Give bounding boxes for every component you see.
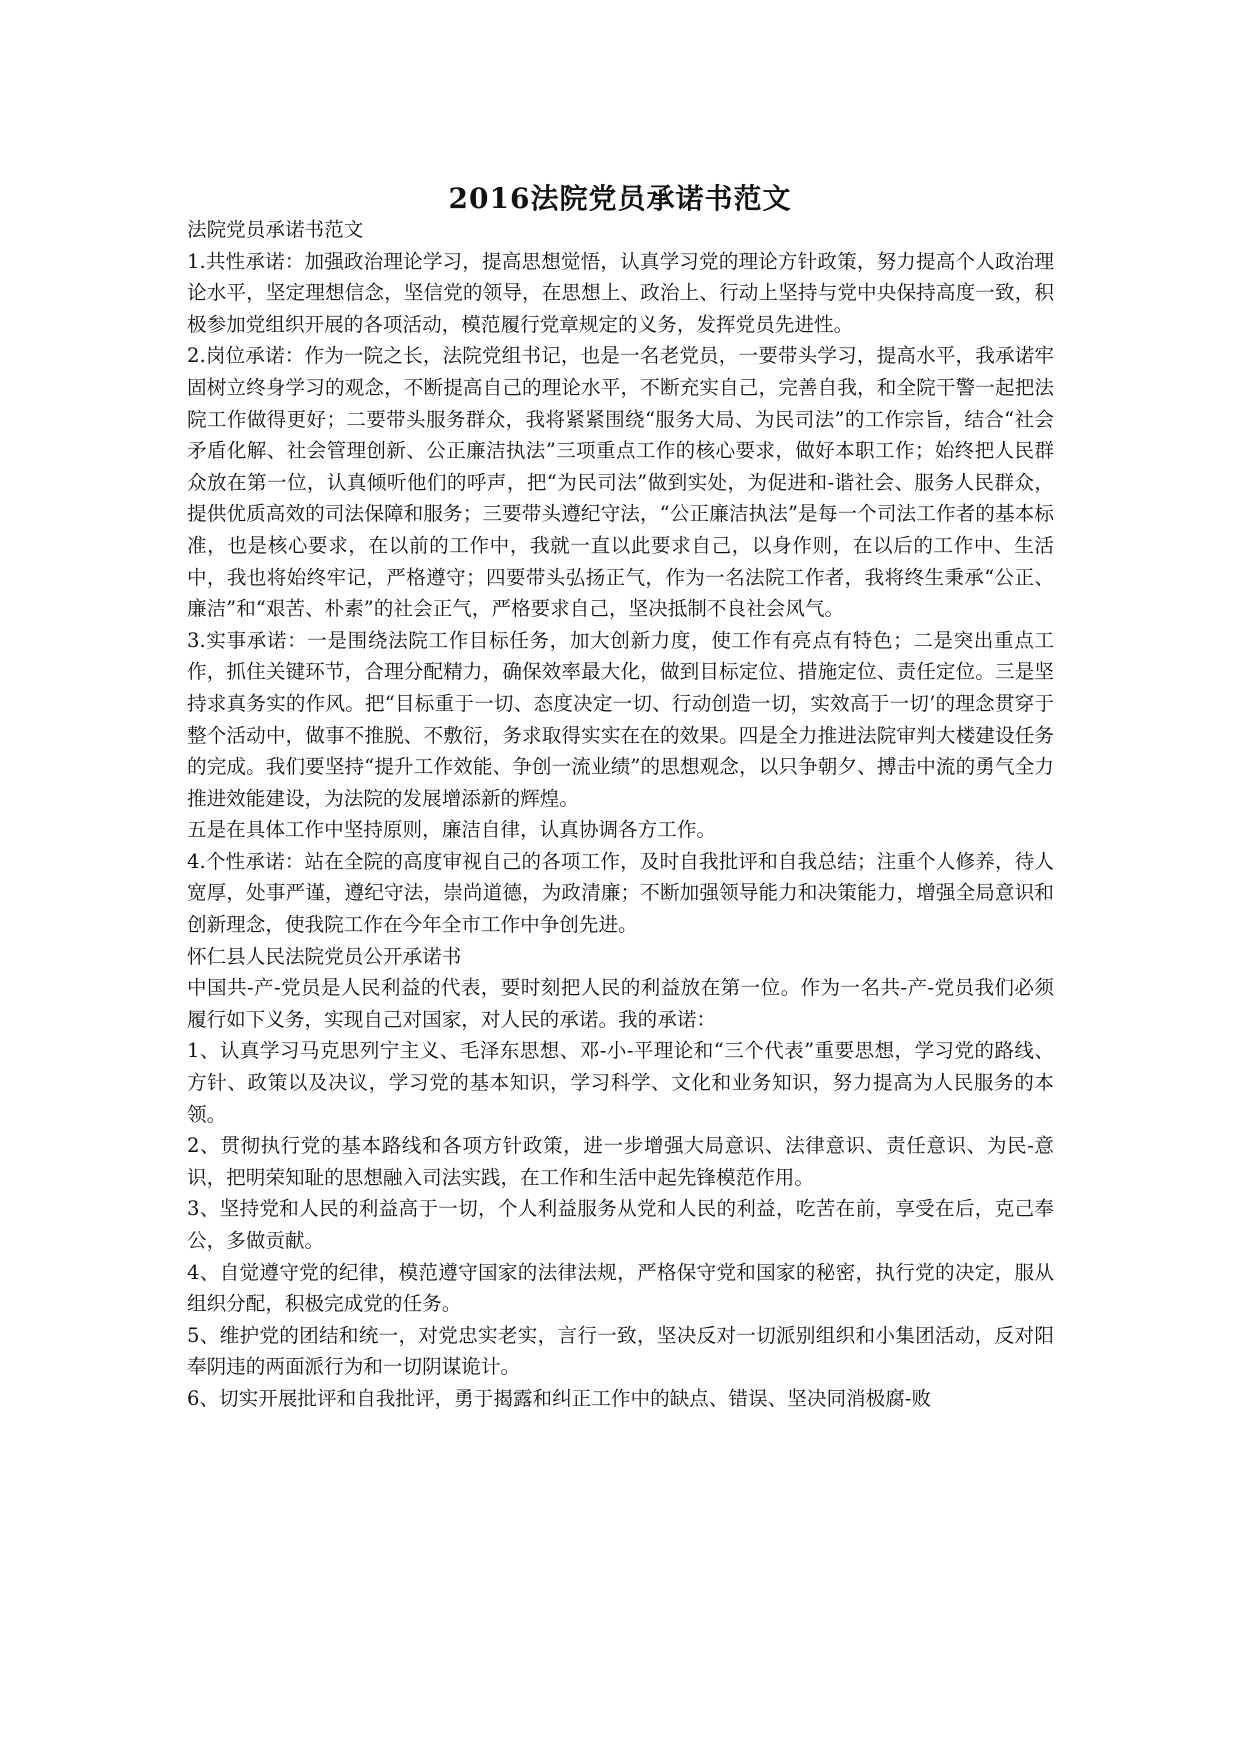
document-body (187, 214, 1054, 1415)
list-item: 2、贯彻执行党的基本路线和各项方针政策，进一步增强大局意识、法律意识、责任意识、为民-意识，把明荣知耻的思想融入司法实践，在工作和生活中起先锋模范作用。 (187, 1134, 1054, 1189)
page-title: 2016法院党员承诺书范文 (448, 181, 792, 215)
paragraph-common-commitment: 1.共性承诺：加强政治理论学习，提高思想觉悟，认真学习党的理论方针政策，努力提高个人政治理论水平，坚定理想信念，坚信党的领导，在思想上、政治上、行动上坚持与党中央保持高度一致，积极参加党组织开展的各项活动，模范履行党章规定的义务，发挥党员先进性。 (187, 249, 1054, 336)
paragraph-personal-commitment: 4.个性承诺：站在全院的高度审视自己的各项工作，及时自我批评和自我总结；注重个人修养，待人宽厚，处事严谨，遵纪守法，崇尚道德，为政清廉；不断加强领导能力和决策能力，增强全局意识和创新理念，使我院工作在今年全市工作中争创先进。 (187, 849, 1054, 937)
list-item: 3、坚持党和人民的利益高于一切，个人利益服务从党和人民的利益，吃苦在前，享受在后，克己奉公，多做贡献。 (187, 1197, 1054, 1252)
paragraph-fifth-point: 五是在具体工作中坚持原则，廉洁自律，认真协调各方工作。 (187, 818, 717, 842)
list-item: 4、自觉遵守党的纪律，模范遵守国家的法律法规，严格保守党和国家的秘密，执行党的决定，服从组织分配，积极完成党的任务。 (187, 1260, 1054, 1316)
list-item: 1、认真学习马克思列宁主义、毛泽东思想、邓-小-平理论和“三个代表”重要思想，学习党的路线、方针、政策以及决议，学习党的基本知识，学习科学、文化和业务知识，努力提高为人民服务的本领。 (187, 1039, 1054, 1126)
paragraph-practical-commitment: 3.实事承诺：一是围绕法院工作目标任务，加大创新力度，使工作有亮点有特色；二是突出重点工作，抓住关键环节，合理分配精力，确保效率最大化，做到目标定位、措施定位、责任定位。三是坚持求真务实的作风。把“目标重于一切、态度决定一切、行动创造一切，实效高于一切’的理念贯穿于整个活动中，做事不推脱、不敷衍，务求取得实实在在的效果。四是全力推进法院审判大楼建设任务的完成。我们要坚持“提升工作效能、争创一流业绩”的思想观念，以只争朝夕、搏击中流的勇气全力推进效能建设，为法院的发展增添新的辉煌。 (187, 628, 1054, 810)
list-item: 6、切实开展批评和自我批评，勇于揭露和纠正工作中的缺点、错误、坚决同消极腐-败 (187, 1386, 932, 1410)
subtitle-line: 法院党员承诺书范文 (187, 218, 364, 241)
list-item: 5、维护党的团结和统一，对党忠实老实，言行一致，坚决反对一切派别组织和小集团活动，反对阳奉阴违的两面派行为和一切阴谋诡计。 (187, 1323, 1054, 1379)
paragraph-post-commitment: 2.岗位承诺：作为一院之长，法院党组书记，也是一名老党员，一要带头学习，提高水平，我承诺牢固树立终身学习的观念，不断提高自己的理论水平，不断充实自己，完善自我，和全院干警一起把法院工作做得更好；二要带头服务群众，我将紧紧围绕“服务大局、为民司法”的工作宗旨，结合“社会矛盾化解、社会管理创新、公正廉洁执法”三项重点工作的核心要求，做好本职工作；始终把人民群众放在第一位，认真倾听他们的呼声，把“为民司法”做到实处，为促进和-谐社会、服务人民群众，提供优质高效的司法保障和服务；三要带头遵纪守法，“公正廉洁执法”是每一个司法工作者的基本标准，也是核心要求，在以前的工作中，我就一直以此要求自己，以身作则，在以后的工作中、生活中，我也将始终牢记，严格遵守；四要带头弘扬正气，作为一名法院工作者，我将终生秉承“公正、廉洁”和“艰苦、朴素”的社会正气，严格要求自己，坚决抵制不良社会风气。 (187, 344, 1054, 621)
paragraph-intro: 中国共-产-党员是人民利益的代表，要时刻把人民的利益放在第一位。作为一名共-产-党员我们必须履行如下义务，实现自己对国家，对人民的承诺。我的承诺： (187, 976, 1054, 1031)
section-heading: 怀仁县人民法院党员公开承诺书 (187, 944, 462, 968)
